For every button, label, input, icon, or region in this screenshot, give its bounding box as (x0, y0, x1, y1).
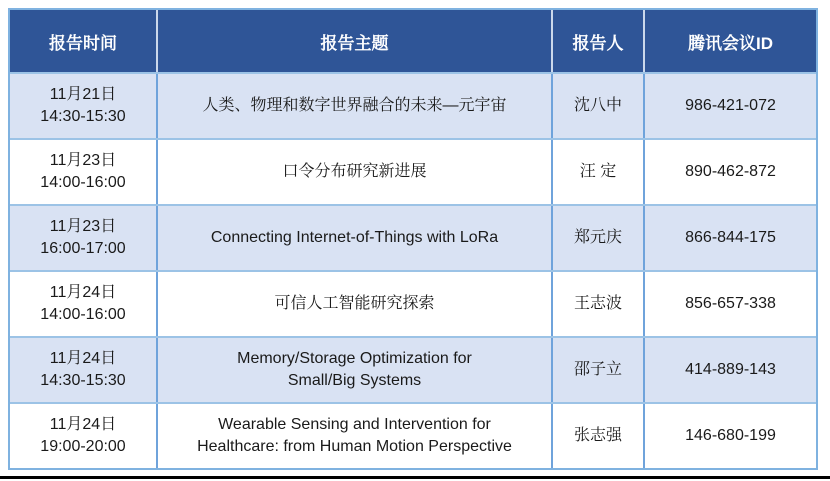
cell-time (10, 404, 158, 468)
cell-time (10, 272, 158, 336)
table-row (10, 336, 816, 402)
date-text: 11月23日 (49, 151, 117, 169)
cell-topic (158, 338, 553, 402)
header-meeting-id: 腾讯会议ID (688, 33, 773, 53)
cell-topic (158, 404, 553, 468)
topic-line: Memory/Storage Optimization for (237, 349, 472, 367)
table-row (10, 402, 816, 468)
time-text: 19:00-20:00 (40, 438, 126, 455)
header-row (10, 10, 816, 72)
topic-line: Wearable Sensing and Intervention for (218, 415, 491, 433)
cell-meeting-id: 414-889-143 (685, 360, 776, 378)
cell-topic (158, 74, 553, 138)
time-text: 14:00-16:00 (40, 306, 126, 323)
cell-speaker: 郑元庆 (553, 206, 645, 270)
time-text: 14:30-15:30 (40, 108, 126, 125)
cell-meeting-id: 986-421-072 (685, 96, 776, 114)
cell-speaker: 邵子立 (553, 338, 645, 402)
topic-line: Small/Big Systems (287, 372, 422, 389)
cell-meeting-id: 856-657-338 (685, 294, 776, 312)
topic-line: 人类、物理和数字世界融合的未来—元宇宙 (202, 96, 507, 114)
cell-speaker: 汪 定 (553, 140, 645, 204)
cell-speaker: 张志强 (553, 404, 645, 468)
topic-line: Connecting Internet-of-Things with LoRa (210, 228, 499, 246)
time-text: 14:00-16:00 (40, 174, 126, 191)
header-report-time: 报告时间 (10, 10, 158, 72)
table-row (10, 270, 816, 336)
cell-meeting-id: 866-844-175 (685, 228, 776, 246)
cell-topic (158, 272, 553, 336)
topic-line: 可信人工智能研究探索 (274, 294, 435, 312)
header-report-topic: 报告主题 (158, 10, 553, 72)
cell-topic (158, 206, 553, 270)
cell-topic (158, 140, 553, 204)
time-text: 16:00-17:00 (40, 240, 126, 257)
cell-meeting-id: 890-462-872 (685, 162, 776, 180)
table-row (10, 138, 816, 204)
table-row (10, 72, 816, 138)
cell-time (10, 338, 158, 402)
date-text: 11月24日 (49, 349, 117, 367)
cell-speaker: 沈八中 (553, 74, 645, 138)
cell-speaker: 王志波 (553, 272, 645, 336)
cell-time (10, 74, 158, 138)
bottom-rule (0, 476, 830, 479)
date-text: 11月24日 (49, 415, 117, 433)
schedule-table (8, 8, 818, 470)
topic-line: Healthcare: from Human Motion Perspective (197, 438, 512, 455)
table-row (10, 204, 816, 270)
time-text: 14:30-15:30 (40, 372, 126, 389)
cell-time (10, 206, 158, 270)
date-text: 11月21日 (49, 85, 117, 103)
cell-meeting-id: 146-680-199 (685, 426, 776, 444)
header-speaker: 报告人 (553, 10, 645, 72)
date-text: 11月23日 (49, 217, 117, 235)
cell-time (10, 140, 158, 204)
topic-line: 口令分布研究新进展 (282, 162, 427, 180)
date-text: 11月24日 (49, 283, 117, 301)
